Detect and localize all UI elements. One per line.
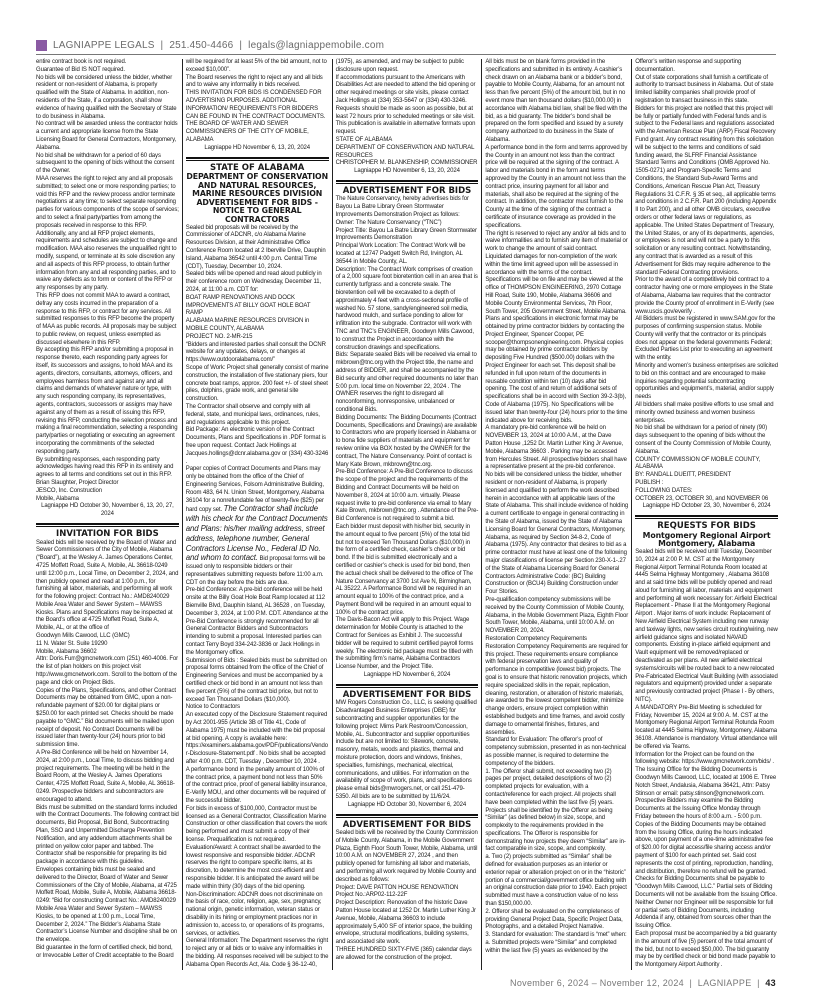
notice-paragraph: Restoration Competency Requirements are required for this project. These requirements ensure compliance with federal preservation laws and quality of performance in competitive (lowest bid) projects. The goal is to ensure that historic renovation projects, which require specialized skills in the repair, replication, cleaning, restoration, or alteration of historic materials, are awarded to the lowest competent bidder, minimize change orders, ensure project completion within established budgets and time frames, and avoid costly damage to ornamental finishes, fixtures, and assemblies. [485, 643, 628, 736]
notice-paragraph: An executed copy of the Disclosure Statement required by Act 2001-955 (Article 3B of Title 41, Code of Alabama 1975) must be included with the bid proposal at bid opening. A copy is available here: https://examiners.alabama.gov/PDF/publications/Vendor-Disclosure-Statement.pdf . No bids shall be accepted after 4:00 p.m. CDT, Tuesday , December 10, 2024 . [185, 712, 329, 766]
notice-paragraph [186, 466, 329, 587]
notice-paragraph: BOAT RAMP RENOVATIONS AND DOCK IMPROVEMENTS AT BILLY GOAT HOLE BOAT RAMP [185, 294, 311, 317]
notice-paragraph: Pre-qualification competency submissions will be received by the County Commission of Mobile County, Alabama, in the Mobile Government Plaza, Eighth Floor South Tower, Mobile, Alabama, until 10:00 A.M. on NOVEMBER 20, 2024. [485, 596, 629, 635]
notice-paragraph: Mobile, Alabama 36602 [36, 648, 97, 655]
notice-paragraph: MAA reserves the right to reject any and all proposals submitted; to select one or more responding parties; to void this RFP and the review process and/or terminate negotiations at any time; to select separate responding parties for various components of the scope of services; and to select a final party/parties from among the proposals received in response to this RFP. Additionally, any and all RFP project elements, requirements and schedules are subject to change and modification. MAA also reserves the unqualified right to modify, suspend, or terminate at its sole discretion any and all aspects of this RFP process, to obtain further information from any and all responding parties, and to waive any defects as to form or content of the RFP or any responses by any party. [36, 175, 179, 292]
notice-paragraph: A performance bond in the form and terms approved by the County in an amount not less than the contract price will be required at the signing of the contract. A labor and materials bond in the form and terms approved by the County in an amount not less than the contract price, insuring payment for all labor and materials, shall also be required at the signing of the contract. In addition, the contractor must furnish to the County at the time of the signing of the contract a certificate of insurance coverage as provided in the specifications. [485, 144, 628, 229]
header-phone: 251.450-4466 [169, 39, 234, 51]
notice-paragraph: No bids will be considered unless the bidder, whether resident or non-resident of Alabama, is properly licensed and qualified to perform the work described herein in accordance with all applicable laws of the State of Alabama. This shall include evidence of holding a current certificate to engage in general contracting in the State of Alabama, issued by the State of Alabama Licensing Board for General Contractors, Montgomery, Alabama, as required by Section 34-8-2, Code of Alabama (1975). Any contractor that desires to bid as a prime contractor must have at least one of the following major classifications of license per Section 230-X-1-.27 of the State of Alabama Licensing Board for General Contractors Administrative Code: (BC) Building Construction or (BCU4) Building Construction under Four Stories. [485, 472, 629, 596]
notice-divider [36, 523, 179, 527]
notice-paragraph: Principal Work Location: The Contract Work will be located at 12747 Padgett Switch Rd, Irvington, AL 36544 in Mobile County, AL. [335, 243, 466, 265]
legal-notice [635, 515, 778, 970]
notice-title: REQUESTS FOR BIDS [657, 521, 756, 532]
notice-paragraph: Minority and women’s business enterprises are solicited to bid on this contract and are encouraged to make inquiries regarding potential subcontracting opportunities and equipment’s, material, and/or supply needs [635, 363, 778, 401]
section-color-square [36, 40, 47, 51]
notice-paragraph: Evaluation/Award: A contract shall be awarded to the lowest responsive and responsible bidder. ADCNR reserves the right to compare specific items, at its discretion, to determine the most cost-efficient and responsible bidder. It is anticipated the award will be made within thirty (30) days of the bid opening. [185, 844, 321, 890]
notice-paragraph: Project Title: Bayou La Batre Library Green Stormwater Improvements Demonstration [335, 227, 477, 242]
legal-notice [336, 684, 479, 810]
notice-paragraph: Bid Package: An electronic version of the Contract Documents, Plans and Specifications in .PDF format is free upon request. Contact Jack Hollings at Jacques.hollings@dcnr.alabama.gov or (334) 430-3246 . [185, 427, 329, 465]
notice-paragraph: The Issuing Office for the Bidding Documents is Goodwyn Mills Cawood, LLC, located at 1906 E. Three Notch Street, Andalusia, Alabama 36421, Attn: Patsy Stinson or email: patsy.stinson@gmcnetwork.com. Prospective Bidders may examine the Bidding Documents at the Issuing Office Monday through Friday between the hours of 8:00 a.m. - 5:00 p.m. [635, 767, 777, 820]
notice-paragraph: All bids must be on blank forms provided in the specifications and submitted in its entirety. A cashier’s check drawn on an Alabama bank or a bidder’s bond, payable to Mobile County, Alabama, for an amount not less than five percent (5%) of the amount bid, but in no event more than ten thousand dollars ($10,000.00) in accordance with Alabama bid law, shall be filed with the bid, as a bid guaranty. The bidder’s bond shall be prepared on the form specified and issued by a surety company authorized to do business in the State of Alabama. [485, 59, 628, 143]
notice-paragraph: Sealed bids will be received by the Board of Water and Sewer Commissioners of the City of Mobile, Alabama (“Board”), at the Wesley A. James Operations Center, 4725 Moffett Road, Suite A, Mobile, AL 36618-0249 until 12:00 p.m., Local Time, on December 2, 2024, and then publicly opened and read at 1:00 p.m., for furnishing all labor, materials, and performing all work for the following project: Contract No.: AMD8240029 Mobile Area Water and Sewer System – MAWSS Kiosks. Plans and Specifications may be inspected at the Board’s office at 4725 Moffett Road, Suite A, Mobile, AL, or at the office of [36, 539, 179, 632]
notice-title: ADVERTISEMENT FOR BIDS [342, 185, 472, 196]
notice-paragraph: The Nature Conservancy, hereby advertises bids for Bayou La Batre Library Green Stormwater Improvements Demonstration Project as follows: [335, 196, 469, 219]
notice-paragraph: BY: RANDALL DUEITT, PRESIDENT [635, 472, 732, 479]
notice-paragraph: THREE HUNDRED SIXTY-FIVE (365) calendar days are allowed for the construction of the project. [335, 946, 472, 961]
notice-title: DEPARTMENT OF CONSERVATION AND NATURAL RESOURCES, [186, 172, 329, 190]
paragraph-text: Bid proposal forms will be issued only to responsible bidders or their representatives submitting requests before 11:00 a.m. CDT on the day before the bids are due. [185, 556, 326, 586]
footer-divider: | [683, 977, 698, 988]
notice-paragraph: A MANDATORY Pre-Bid Meeting is scheduled for Friday, November 15, 2024 at 9:00 A. M. CST at the Montgomery Regional Airport Terminal Rotunda Room located at 4445 Selma Highway, Montgomery, Alabama 36108. Attendance is mandatory. Virtual attendance will be offered via Teams. [635, 704, 778, 750]
publication-dates: Lagniappe HD November 6, 13, 20, 2024 [204, 144, 311, 151]
notice-paragraph: Attn: Doris.Furr@gmcnetwork.com (251) 460-4006. For the list of plan holders on this project visit http://www.gmcnetwork.com. Scroll to the bottom of the page and click on Project Bids. [36, 656, 179, 686]
notice-paragraph: The right is reserved to reject any and/or all bids and to waive informalities and to furnish any item of material or work to change the amount of said contract. [485, 230, 628, 253]
notice-paragraph: THIS INVITATION FOR BIDS IS CONDENSED FOR ADVERTISING PURPOSES. ADDITIONAL INFORMATION/ REQUIREMENTS FOR BIDDERS CAN BE FOUND IN THE CONTRACT DOCUMENTS. [185, 90, 326, 120]
notice-paragraph: Owner: The Nature Conservancy (“TNC”) [335, 219, 442, 226]
notice-paragraph: A mandatory pre-bid conference will be held on NOVEMBER 13, 2024 at 10:00 A.M., at the Dave Patton House ,1252 Dr. Martin Luther King Jr Avenue, Mobile, Alabama 36603 . Parking may be accessed from Hercules Street. All prospective bidders shall have a representative present at the pre-bid conference. [485, 425, 627, 471]
publication-dates: Lagniappe HD October 30, November 6, 13, 20, 27, 2024 [41, 503, 174, 518]
notice-title: ADVERTISEMENT FOR BIDS [342, 689, 472, 700]
notice-paragraph: For bids in excess of $100,000, Contractor must be licensed as a General Contractor, Classification Marine Construction or other classification that covers the work being performed and must submit a copy of their license. Prequalification is not required. [185, 805, 328, 843]
notice-divider [635, 515, 778, 519]
notice-paragraph: Each proposal must be accompanied by a bid guaranty in the amount of five (5) percent of the total amount of the bid, but not to exceed $50,000. The bid guaranty may be by certified check or bid bond made payable to the Montgomery Airport Authority . [635, 930, 777, 969]
notice-paragraph: 3. Standard for evaluation: The standard is “met” when: [485, 932, 627, 939]
notice-paragraph: All Bidders must be registered in www.SAM.gov for the purposes of confirming suspension status. Mobile County will verify that the contractor or its principals does not appear on the federal governments Federal; Excluded Parties List prior to executing an agreement with the entity. [635, 316, 776, 362]
notice-paragraph: Non-Discrimination: ADCNR does not discriminate on the basis of race, color, religion, age, sex, pregnancy, national origin, genetic information, veteran status or disability in its hiring or employment practices nor in admission to, access to, or operations of its programs, services, or activities. [185, 891, 325, 937]
notice-paragraph: No bid shall be withdrawn for a period of ninety (90) days subsequent to the opening of bids without the consent of the County Commission of Mobile County, Alabama. [635, 425, 772, 455]
notice-paragraph: 11 N. Water St. Suite 19290 [36, 640, 108, 647]
notice-paragraph: Pre-bid Conference: A pre-bid conference will be held onsite at the Billy Goat Hole Boat Ramp located at 112 Bienville Blvd, Dauphin Island, AL 36528 , on Tuesday, December 3, 2024, at 1:00 P.M. CDT. Attendance at the Pre-Bid Conference is strongly recommended for all General Contractor Bidders and Subcontractors intending to submit a proposal. Interested parties can contact Terry Boyd 334-242-3836 or Jack Hollings in the Montgomery office. [185, 587, 329, 656]
footer-divider: | [751, 977, 766, 988]
notice-paragraph: Sealed bids will be received by the County Commission of Mobile County, Alabama, in the Mobile Government Plaza, Eighth Floor South Tower, Mobile, Alabama, until 10:00 A.M. on NOVEMBER 27, 2024 , and then publicly opened for furnishing all labor and materials, and performing all work required by Mobile County and described as follows: [335, 830, 478, 883]
notice-paragraph: A performance bond in the penalty amount of 100% of the contract price, a payment bond not less than 50% of the contract price, proof of general liability insurance, E-Verify MOU, and other documents will be required of the successful bidder. [185, 766, 327, 804]
notice-paragraph: CHRISTOPHER M. BLANKENSHIP, COMMISSIONER [335, 160, 478, 167]
notice-divider [336, 814, 479, 818]
notice-paragraph: Sealed bid proposals will be received by the Commissioner of ADCNR, c/o Alabama Marine Resources Division, at their Administrative Office Conference Room located at 2 Iberville Drive, Dauphin Island, Alabama 36542 until 4:00 p.m. Central Time (CDT), Tuesday, December 10, 2024. [185, 224, 326, 270]
notice-paragraph: Goodwyn Mills Cawood, LLC (GMC) [36, 633, 130, 640]
notice-paragraph: JESCO, Inc. Construction [36, 487, 102, 494]
notice-paragraph: 1. The Offeror shall submit, not exceeding two (2) pages per project, detailed descriptions of two (2) completed projects for evaluation, with a contact/reference for each project. All projects shall have been completed within the last five (5) years. Projects shall be identified by the Offeror as being “Similar” (as defined below) in size, scope, and complexity to the requirements provided in the specifications. The Offeror is responsible for demonstrating how projects they deem “Similar” are in-fact comparable in size, scope, and complexity. [485, 768, 626, 853]
notice-paragraph: No contract will be awarded unless the contractor holds a current and appropriate license from the State Licensing Board for General Contractors, Montgomery, Alabama. [36, 121, 178, 151]
notice-paragraph: STATE OF ALABAMA [335, 136, 393, 143]
notice-paragraph: PUBLISH : [635, 480, 664, 487]
notice-paragraph: Copies of the Bidding Documents may be obtained from the Issuing Office, during the hours indicated above, upon payment of a one-time administrative fee of $20.00 for digital access/file sharing access and/or payment of $100 for each printed set. Said cost represents the cost of printing, reproduction, handling, and distribution, therefore no refund will be granted. Checks for Bidding Documents shall be payable to “Goodwyn Mills Cawood, LLC.” Partial sets of Bidding Documents will not be available from the Issuing Office. Neither Owner nor Engineer will be responsible for full or partial sets of Bidding Documents, including Addenda if any, obtained from sources other than the Issuing Office. [635, 821, 777, 930]
page-header [36, 36, 776, 55]
footer-dates: November 6, 2024 – November 12, 2024 [510, 977, 684, 988]
notice-divider [336, 684, 479, 688]
notice-paragraph: entire contract book is not required. [36, 59, 127, 65]
notice-paragraph: General Information: The Department reserves the right to reject any or all bids or to waive any informalities in the bidding. All responses received will be subject to the Alabama Open Records Act, Ala. Code § 36-12-40, (1975), as amended, and may be subject to public disclosure upon request. [185, 59, 464, 968]
notice-title: Montgomery, Alabama [658, 539, 756, 549]
notice-paragraph: By accepting this RFP and/or submitting a proposal in response thereto, each responding party agrees for itself, its successors and assigns, to hold MAA and its agents, directors, consultants, attorneys, officers, and employees harmless from and against any and all claims and demands of whatever nature or type, with any such responding company, its representatives, agents, contractors, successors or assigns may have against any of them as a result of issuing this RFP, revising this RFP, conducting the selection process and making a final recommendation, selecting a responding party/parties or negotiating or executing an agreement incorporating the commitments of the selected responding party. [36, 347, 178, 455]
notice-paragraph: Project No.:ARP02-112-22F [335, 892, 408, 899]
notice-paragraph: Bids: Separate sealed Bids will be received via email to mkbrown@tnc.org with the Project title, the name and address of BIDDER, and shall be accompanied by the Bid security and other required documents no later than 5:00 p.m. local time on November 22, 2024 . The OWNER reserves the right to disregard all nonconforming, nonresponsive, unbalanced or conditional Bids. [335, 352, 478, 413]
footer-publication: LAGNIAPPE [697, 977, 752, 988]
notice-title: ADVERTISEMENT FOR BIDS -NOTICE TO GENERAL CONTRACTORS [196, 197, 318, 225]
notice-paragraph: A Pre-Bid Conference will be held on November 14, 2024, at 2:00 p.m., Local Time, to discuss bidding and project requirements. The meeting will be held in the Board Room, at the Wesley A. James Operations Center, 4725 Moffett Road, Suite A, Mobile, AL 36618-0249. Prospective bidders and subcontractors are encouraged to attend. [36, 750, 175, 803]
notice-paragraph: If accommodations pursuant to the Americans with Disabilities Act are needed to attend the bid opening or other required meetings or site visits, please contact Jack Hollings at (334) 353-5647 or (334) 430-3246. Requests should be made as soon as possible, but at least 72 hours prior to scheduled meetings or site visit. This publication is available in alternative formats upon request. [335, 74, 476, 136]
notice-paragraph: MW Rogers Construction Co., LLC, is seeking qualified Disadvantaged Business Enterprises (DBE) for subcontracting and supplier opportunities for the following project: Mims Park Restroom/Concession, Mobile, AL. Subcontractor and supplier opportunities include but are not limited to: Sitework, concrete, masonry, metals, woods and plastics, thermal and moisture protection, doors and windows, finishes, specialties, furnishings, mechanical, electrical, communications, and utilities. For information on the availability of scope of work, plans, and specifications please email bids@mwrogers.net, or call 251-479-5350. All bids are to be submitted by 11/6/24. [335, 700, 477, 800]
notice-paragraph: The Contractor shall observe and comply with all federal, state, and municipal laws, ordinances, rules, and regulations applicable to this project. [185, 403, 320, 426]
notice-paragraph: COUNTY COMMISSION OF MOBILE COUNTY, ALABAMA [635, 456, 761, 471]
notice-paragraph: Out of state corporations shall furnish a certificate of authority to transact business in Alabama. Out of state limited liability companies shall provide proof of registration to transact business in this state. [635, 74, 774, 104]
header-divider: | [233, 39, 249, 51]
header-divider: | [154, 39, 170, 51]
notice-paragraph: a. Two (2) projects submitted as “Similar” shall be defined for evaluation purposes as an interior or exterior repair or alteration project on or in the “historic” portion of a commercial/government office building with an original construction date prior to 1940. Each project submitted must have a construction value of no less than $150,000.00. [485, 854, 627, 908]
notice-paragraph: By submitting responses, each responding party acknowledges having read this RFP in its entirety and agrees to all terms and conditions set out in this RFP. [36, 456, 174, 479]
publication-dates: Lagniappe HD October 23, 30, November 6, 2024 [642, 503, 771, 510]
notice-paragraph: 2. Offeror shall be evaluated on the completeness of providing General Project Data, Specific Project Data, Photographs, and a detailed Project Narrative. [485, 908, 623, 931]
notice-title: INVITATION FOR BIDS [56, 529, 159, 540]
notice-paragraph: Specifications will be on file and may be viewed at the office of THOMPSON ENGINEERING, 2970 Cottage Hill Road, Suite 190, Mobile, Alabama 36606 and Mobile County Environmental Services, 7th Floor, South Tower, 205 Government Street, Mobile Alabama. Plans and specifications in electronic format may be obtained by prime contractor bidders by contacting the Project Engineer, Spencer Cooper, PE scooper@thompsonengineering.com. Physical copies may be obtained by prime contractor bidders by depositing Five Hundred ($500.00) dollars with the Project Engineer for each set. This deposit shall be refunded in full upon return of the documents in reusable condition within ten (10) days after bid opening. The cost of and return of additional sets of specifications shall be in accord with Section 39-2-3(b), Code of Alabama (1975). No Specifications will be issued later than twenty-four (24) hours prior to the time indicated above for receiving bids. [485, 277, 628, 424]
newspaper-page [36, 0, 778, 988]
notice-title: MARINE RESOURCES DIVISION [192, 189, 323, 199]
legal-notice [36, 59, 179, 519]
notice-paragraph: Liquidated damages for non-completion of the work within the time limit agreed upon will be assessed in accordance with the terms of the contract. [485, 253, 618, 276]
notice-paragraph: Mobile, Alabama [36, 495, 79, 502]
notice-title: STATE OF ALABAMA [209, 162, 305, 173]
page-footer [36, 978, 776, 988]
notice-paragraph: Pre-Bid Conference: A Pre-Bid Conference to discuss the scope of the project and the requirements of the Bidding and Contract Documents will be held on November 8, 2024 at 10:00 a.m. virtually. Please request invite to pre-bid conference via email to Mary Kate Brown, mkbrown@tnc.org . Attendance of the Pre-Bid Conference is not required to submit a bid. [335, 469, 479, 523]
notice-paragraph: Sealed bids will be opened and read aloud publicly in their conference room on Wednesday, December 11, 2024, at 11:00 a.m. CDT for: [185, 271, 322, 293]
notice-paragraph: Information for the Project can be found on the following website: https://www.gmcnetwork.com/bids/ . [635, 751, 774, 766]
notice-title: Montgomery Regional Airport [642, 530, 771, 540]
page-number: 43 [765, 977, 776, 988]
notice-paragraph: Project: DAVE PATTON HOUSE RENOVATION [335, 884, 459, 891]
notice-paragraph: Submission of Bids : Sealed bids must be submitted on proposal forms obtained from the office of the Chief of Engineering Services and must be accompanied by a certified check or bid bond in an amount not less than five percent (5%) of the contract bid price, but not to exceed Ten Thousand Dollars ($10,000). [185, 657, 327, 703]
notice-paragraph: ALABAMA MARINE RESOURCES DIVISION in MOBILE COUNTY, ALABAMA [185, 318, 310, 332]
notice-paragraph: Each bidder must deposit with his/her bid, security in the amount equal to five percent (5%) of the total bid but not to exceed Ten Thousand Dollars ($10,000) in the form of a certified check, cashier’s check or bid bond. If the bid is submitted electronically and a certified or cashier’s check is used for bid bond, then the actual check shall be delivered to the office of The Nature Conservancy at 3700 1st Ave N, Birmingham, AL 35222. A Performance Bond will be required in an amount equal to 100% of the contract price, and a Payment Bond will be required in an amount equal to 100% of the contract price. [335, 523, 473, 616]
notice-paragraph: Envelopes containing bids must be sealed and delivered to the Director, Board of Water and Sewer Commissioners of the City of Mobile, Alabama, at 4725 Moffett Road, Mobile, Suite A, Mobile, Alabama 36618-0249: “Bid for constructing Contract No.: AMD8240029 Mobile Area Water and Sewer System – MAWSS Kiosks, to be opened at 1:00 p.m., Local Time, December 2, 2024.” The Bidder’s Alabama State Contractor’s License Number and discipline shall be on the envelope. [36, 866, 178, 944]
notice-paragraph: Copies of the Plans, Specifications, and other Contract Documents may be obtained from GMC, upon a non-refundable payment of $20.00 for digital plans or $250.00 for each printed set. Checks should be made payable to “GMC.” Bid documents will be mailed upon receipt of deposit. No Contract Documents will be issued later than twenty-four (24) hours prior to bid submission time. [36, 687, 176, 749]
notice-paragraph: OCTOBER 23, OCTOBER 30, and NOVEMBER 06 [635, 495, 769, 502]
publication-dates: Lagniappe HD November 6, 2024 [363, 672, 451, 679]
notice-divider [186, 157, 329, 161]
notice-paragraph: PROJECT NO. 2-MR-215 [185, 333, 253, 340]
notice-paragraph: Sealed bids will be received until Tuesday, December 10, 2024 at 2:00 P. M. CST at the Montgomery Regional Airport Terminal Rotunda Room located at 4445 Selma Highway Montgomery , Alabama 36108 and at said time bids will be publicly opened and read aloud for furnishing all labor, materials and equipment and performing all work necessary for: Airfield Electrical Replacement - Phase II at the Montgomery Regional Airport . Major items of work include: Replacement of New Airfield Electrical System including new runway and taxiway lights, new series circuit routing/wiring, new airfield guidance signs and isolated NAVAID components. Existing in-place airfield equipment and Vault equipment will be removed/replaced or deactivated as per plans. All new airfield electrical systems/circuits will be routed back to a new relocated Pre-Fabricated Electrical Vault Building (with associated regulators and equipment) provided under a separate and previously contracted project (Phase I - By others, NITC). [635, 548, 778, 704]
notice-paragraph: Bidders for this project are notified that this project will be fully or partially funded with Federal funds and is subject to the Federal laws and regulations associated with the American Rescue Plan (ARP) Fiscal Recovery Fund grant. Any contract resulting from this solicitation will be subject to the terms and conditions of said funding award, the SLFRF Financial Assistance Standard Terms and Conditions (OMB Approved No. 1505-0271) and Program-Specific Terms and Conditions, the Standard Sub-Award Terms and Conditions, American Rescue Plan Act, Treasury Regulations 31 C.F.R. § 35 et seq., all applicable terms and conditions in 2 C.F.R. Part 200 (including Appendix II to Part 200), and all other OMB circulars, executive orders or other federal laws or regulations, as applicable. The United States Department of Treasury, the United States, or any of its departments, agencies, or employees is not and will not be a party to this solicitation or any resulting contract. Notwithstanding, any contract that is awarded as a result of this Advertisement for Bids may require adherence to the standard Federal Contracting provisions. [635, 105, 777, 276]
notice-paragraph: Description: The Contract Work comprises of creation of a 2,000 square foot bioretention cell in an area that is currently turfgrass and a concrete swale. The bioretention cell will be excavated to a depth of approximately 4 feet with a cross-sectional profile of washed No. 57 stone, sandy/engineered soil media, hardwood mulch, and surface ponding to allow for infiltration into the subgrade. Contractor will work with TNC and TNC’s ENGINEER, Goodwyn Mills Cawood, to construct the Project in accordance with the construction drawings and specifications. [335, 266, 478, 351]
notice-paragraph: Project Description: Renovation of the historic Dave Patton House located at 1252 Dr. Martin Luther King Jr Avenue, Mobile, Alabama 36603 to include approximately 5,400 SF of interior space, the building envelope, structural modifications, building systems, and associated site work. [335, 900, 476, 946]
legal-notices-columns [36, 59, 778, 970]
notice-paragraph: “Bidders and interested parties shall consult the DCNR website for any updates, delays, or changes at https://www.outdooralabama.com/” [185, 341, 326, 364]
notice-paragraph: THE BOARD OF WATER AND SEWER COMMISSIONERS OF THE CITY OF MOBILE, ALABAMA [185, 121, 309, 143]
header-section: LAGNIAPPE LEGALS [53, 39, 155, 51]
notice-paragraph: The Board reserves the right to reject any and all bids and to waive any informality in bids received. [185, 74, 323, 89]
notice-paragraph: Restoration Competency Requirements [485, 635, 587, 642]
legal-notice [336, 180, 479, 680]
notice-divider [336, 180, 479, 184]
notice-paragraph: Prior to the award of a competitively bid contract to a contractor having one or more employees in the State of Alabama, Alabama law requires that the contractor provide the County proof of enrollment in E-Verify (see www.uscis.gov/everify . [635, 277, 775, 315]
notice-paragraph: Guarantee of Bid IS NOT required. [36, 66, 125, 73]
notice-paragraph: Notice to Contractors [185, 704, 241, 711]
notice-title: ADVERTISEMENT FOR BIDS [342, 819, 472, 830]
notice-paragraph: Bids must be submitted on the standard forms included with the Contract Documents. The following contract bid documents, Bid Proposal, Bid Bond, Subcontracting Plan, SSO and Unpermitted Discharge Prevention Notification, and any addendum attachments shall be printed on yellow color paper and tabbed. The Contractor shall be responsible for preparing its bid package in accordance with this guideline. [36, 804, 179, 866]
header-email[interactable]: legals@lagniappemobile.com [248, 39, 385, 51]
notice-paragraph: Standard for Evaluation: The offeror’s proof of competency submission, presented in as non-technical as possible manner, is required to determine the competency of the bidders. [485, 737, 626, 767]
notice-paragraph: Brian Slaughter, Project Director [36, 480, 119, 487]
notice-paragraph: The Davis-Bacon Act will apply to this Project. Wage determination for Mobile County is attached to the Contract for Services as Exhibit J. The successful bidder will be required to submit certified payroll forms weekly. The electronic bid package must be titled with the submitting firm’s name, Alabama Contractors License Number, and the Project Title. [335, 617, 474, 671]
paragraph-text: Paper copies of Contract Documents and Plans may only be obtained from the office of the Chief of Engineering Services, Folsom Administrative Building, Room 483, 64 N. Union Street, Montgomery, Alabama 36104 for a nonrefundable fee of twenty-five ($25) per hard copy set. [185, 466, 325, 514]
notice-paragraph: This RFP does not commit MAA to award a contract, defray any costs incurred in the preparation of a response to this RFP, or contract for any services. All submitted responses to this RFP become the property of MAA as public records. All proposals may be subject to public review, on request, unless exempted as discussed elsewhere in this RFP. [36, 292, 177, 346]
publication-dates: Lagniappe HD October 30, November 6, 2024 [347, 801, 467, 808]
notice-paragraph: a. Submitted projects were “Similar” and completed within the last five (5) years as evidenced by the Offeror’s written response and supporting documentation. [485, 59, 742, 954]
notice-paragraph: Bid guarantee in the form of certified check, bid bond, or Irrevocable Letter of Credit acceptable to the Board will be required for at least 5% of the bid amount, not to exceed $10,000”. [36, 59, 327, 959]
notice-paragraph: No bids will be considered unless the bidder, whether resident or non-resident of Alabama, is properly qualified with the State of Alabama. In addition, non-residents of the State, if a corporation, shall show evidence of having qualified with the Secretary of State to do business in Alabama. [36, 74, 177, 120]
publication-dates: Lagniappe HD November 6, 13, 20, 2024 [354, 168, 460, 175]
notice-paragraph: FOLLOWING DATES: [635, 487, 693, 494]
notice-paragraph: All bidders shall make positive efforts to use small and minority owned business and women business enterprises. [635, 402, 774, 424]
notice-paragraph: Bidding Documents: The Bidding Documents (Contract Documents, Specifications and Drawings) are available to Contractors who are properly licensed in Alabama or to bona fide suppliers of materials and equipment for review online via BOX hosted by the OWNER for the contract, The Nature Conservancy. Point of contact is Mary Kate Brown, mkbrown@tnc.org. [335, 414, 478, 468]
notice-paragraph: No bid shall be withdrawn for a period of 60 days subsequent to the opening of bids without the consent of the Owner. [36, 152, 175, 175]
notice-paragraph: DEPARTMENT OF CONSERVATION AND NATURAL RESOURCES [335, 144, 475, 159]
emphasized-text: The Contractor shall include with his check for the Contract Documents and Plans: his/her mailing address, street address, telephone number, General Contractors License No., Federal ID No. and whom to contact. [185, 504, 328, 563]
notice-paragraph: Scope of Work: Project shall generally consist of marine construction, the installation of five stationary piers, four concrete boat ramps, approx. 200 feet +/- of steel sheet piles, dolphins, grade work, and general site construction. [185, 364, 329, 403]
